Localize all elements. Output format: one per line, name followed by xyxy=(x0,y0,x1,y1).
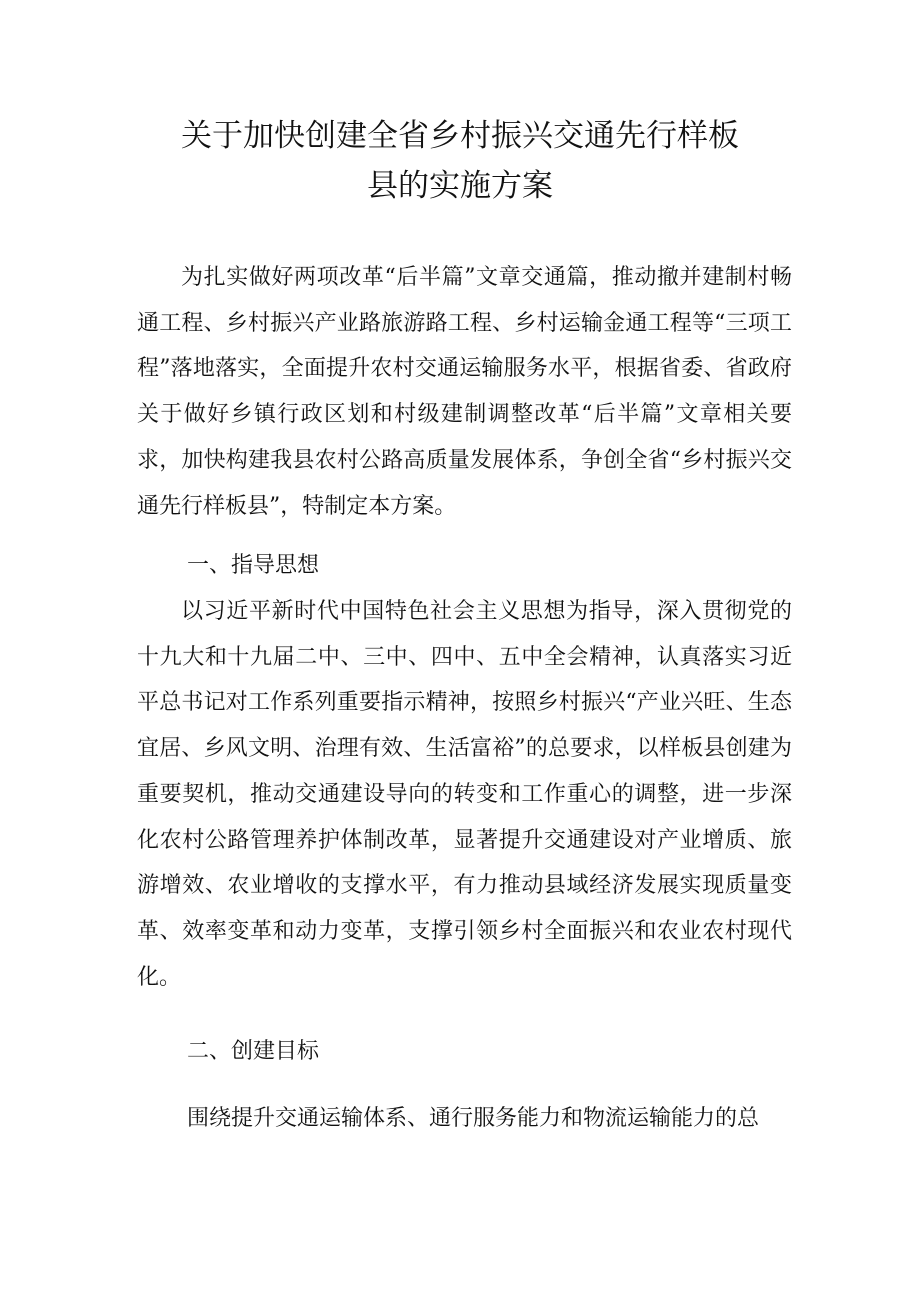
goals-paragraph: 围绕提升交通运输体系、通行服务能力和物流运输能力的总 xyxy=(187,1106,760,1131)
intro-paragraph: 为扎实做好两项改革“后半篇”文章交通篇，推动撤并建制村畅通工程、乡村振兴产业路旅游路工程、乡村运输金通工程等“三项工程”落地落实，全面提升农村交通运输服务水平，根据省委、省政府关于做好乡镇行政区划和村级建制调整改革“后半篇”文章相关要求，加快构建我县农村公路高质量发展体系，争创全省“乡村振兴交通先行样板县”，特制定本方案。 xyxy=(137,265,792,519)
document-title-line-2: 县的实施方案 xyxy=(367,168,553,204)
guiding-ideology-paragraph: 以习近平新时代中国特色社会主义思想为指导，深入贯彻党的十九大和十九届二中、三中、四中、五中全会精神，认真落实习近平总书记对工作系列重要指示精神，按照乡村振兴“产业兴旺、生态宜居、乡风文明、治理有效、生活富裕”的总要求，以样板县创建为重要契机，推动交通建设导向的转变和工作重心的调整，进一步深化农村公路管理养护体制改革，显著提升交通建设对产业增质、旅游增效、农业增收的支撑水平，有力推动县域经济发展实现质量变革、效率变革和动力变革，支撑引领乡村全面振兴和农业农村现代化。 xyxy=(137,599,792,990)
section-heading-guiding-ideology: 一、指导思想 xyxy=(187,553,320,578)
section-heading-goals: 二、创建目标 xyxy=(187,1039,320,1064)
document-title-line-1: 关于加快创建全省乡村振兴交通先行样板 xyxy=(181,118,739,154)
